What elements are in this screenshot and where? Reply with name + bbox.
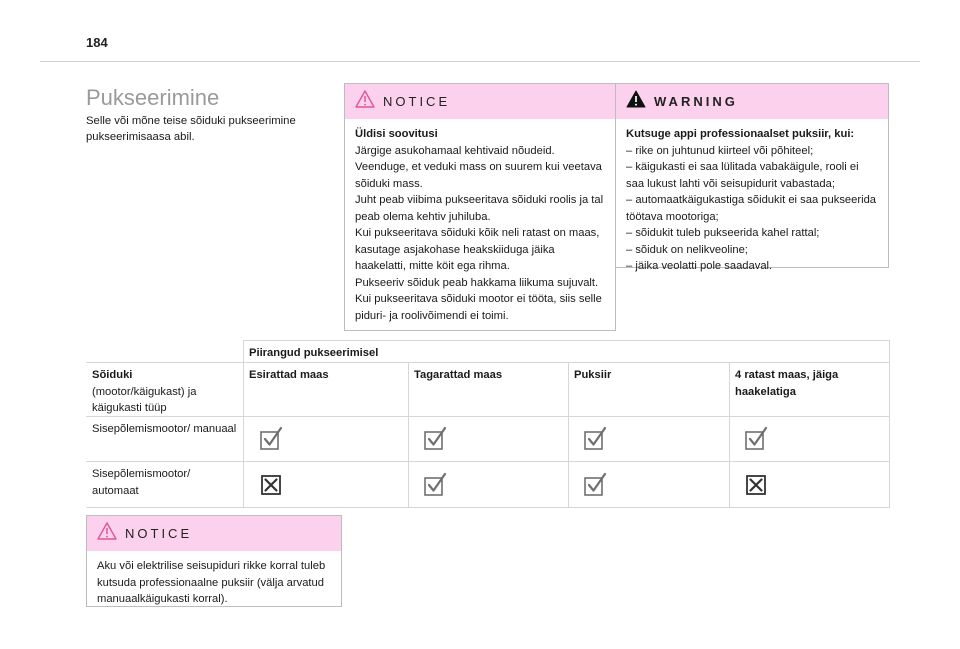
check-allowed-icon	[422, 426, 448, 452]
warning-item: – sõiduk on nelikveoline;	[626, 243, 748, 256]
notice-battery-body	[87, 551, 341, 608]
row-label: Sisepõlemismootor/ manuaal	[92, 423, 237, 435]
warning-item: – jäika veolatti pole saadaval.	[626, 260, 773, 272]
warning-item: – rike on juhtunud kiirteel või põhiteel;	[626, 144, 814, 157]
notice-general-body	[345, 119, 615, 324]
notice-line: Veenduge, et veduki mass on suurem kui veetava sõiduki mass.	[355, 161, 602, 190]
table-rule	[408, 362, 409, 508]
notice-battery-box	[86, 515, 342, 607]
row-header-cell	[86, 362, 243, 417]
cross-forbidden-icon	[258, 472, 284, 498]
header-divider	[40, 61, 920, 62]
table-caption: Piirangud pukseerimisel	[249, 347, 379, 359]
section-intro: Selle või mõne teise sõiduki pukseerimine pukseerimisaasa abil.	[86, 115, 296, 143]
notice-triangle-icon	[355, 90, 375, 113]
column-header: Puksiir	[574, 369, 612, 381]
row-label: Sisepõlemismootor/ automaat	[92, 468, 191, 497]
notice-battery-text: Aku või elektrilise seisupiduri rikke korral tuleb kutsuda professionaalne puksiir (välja arvatud manuaalkäigukasti korral).	[97, 560, 326, 605]
row-header-sub: (mootor/käigukast) ja käigukasti tüüp	[92, 385, 197, 414]
table-rule	[889, 340, 890, 508]
check-allowed-icon	[422, 472, 448, 498]
towing-restrictions-table	[86, 340, 890, 508]
warning-body	[616, 119, 888, 275]
warning-heading: Kutsuge appi professionaalset puksiir, kui:	[626, 128, 855, 140]
row-header-title: Sõiduki	[92, 369, 133, 381]
notice-line: Kui pukseeritava sõiduki kõik neli ratast on maas, kasutage asjakohase heakskiiduga jäika haakelatti, mitte köit ega rihma.	[355, 227, 600, 272]
section-title: Pukseerimine	[86, 85, 220, 110]
notice-battery-label: NOTICE	[125, 526, 193, 541]
table-rule	[86, 507, 890, 508]
notice-line: Järgige asukohamaal kehtivaid nõudeid.	[355, 144, 555, 157]
warning-item: – käigukasti ei saa lülitada vabakäigule, rooli ei saa lukust lahti või seisupidurit vabastada;	[626, 161, 859, 190]
warning-box	[615, 83, 889, 272]
check-allowed-icon	[743, 426, 769, 452]
warning-label: WARNING	[654, 94, 738, 109]
notice-general-header	[345, 84, 615, 119]
column-header: 4 ratast maas, jäiga haakelatiga	[735, 369, 839, 398]
notice-line: Juht peab viibima pukseeritava sõiduki roolis ja tal peab olema kehtiv juhiluba.	[355, 194, 604, 223]
warning-header	[616, 84, 888, 119]
check-allowed-icon	[258, 426, 284, 452]
warning-item: – sõidukit tuleb pukseerida kahel rattal;	[626, 227, 820, 239]
warning-triangle-icon	[626, 90, 646, 113]
column-header: Esirattad maas	[249, 369, 329, 381]
notice-line: Pukseeriv sõiduk peab hakkama liikuma sujuvalt.	[355, 276, 599, 289]
page-number: 184	[86, 35, 108, 50]
column-header: Tagarattad maas	[414, 369, 503, 381]
notice-battery-header	[87, 516, 341, 551]
table-rule	[568, 362, 569, 508]
notice-triangle-icon	[97, 522, 117, 545]
check-allowed-icon	[582, 472, 608, 498]
notice-general-label: NOTICE	[383, 94, 451, 109]
notice-general-heading: Üldisi soovitusi	[355, 128, 438, 140]
check-allowed-icon	[582, 426, 608, 452]
notice-line: Kui pukseeritava sõiduki mootor ei tööta, siis selle piduri- ja roolivõimendi ei toimi.	[355, 293, 602, 322]
notice-general-box	[344, 83, 616, 331]
warning-item: – automaatkäigukastiga sõidukit ei saa pukseerida töötava mootoriga;	[626, 194, 877, 223]
cross-forbidden-icon	[743, 472, 769, 498]
